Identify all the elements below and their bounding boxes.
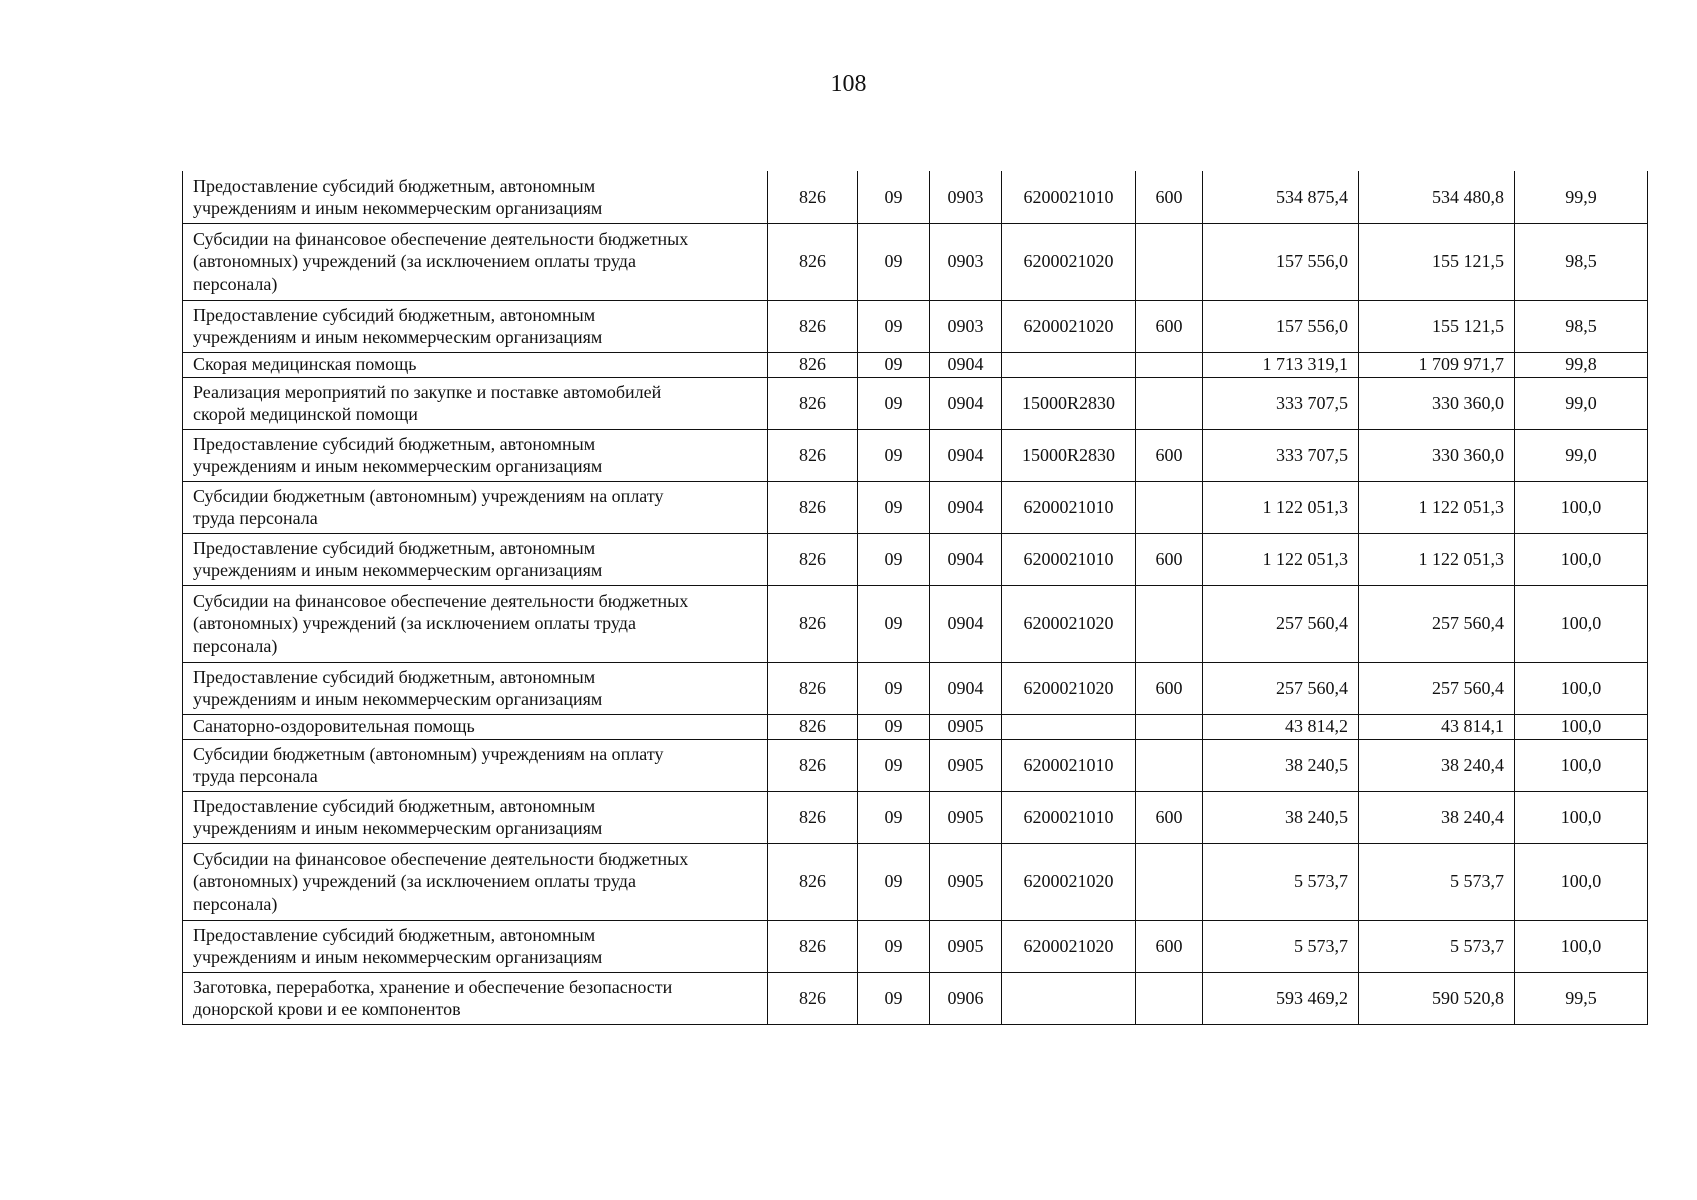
row-code-c: 0904 <box>930 377 1002 429</box>
row-percent: 99,9 <box>1515 171 1648 223</box>
row-amount-planned: 534 875,4 <box>1203 171 1359 223</box>
row-code-e: 600 <box>1136 171 1203 223</box>
row-percent: 100,0 <box>1515 739 1648 791</box>
row-code-d: 6200021020 <box>1002 585 1136 662</box>
row-amount-planned: 157 556,0 <box>1203 300 1359 352</box>
row-code-a: 826 <box>768 739 858 791</box>
row-code-d: 6200021010 <box>1002 481 1136 533</box>
row-description: Предоставление субсидий бюджетным, автономным учреждениям и иным некоммерческим организациям <box>183 791 768 843</box>
row-amount-actual: 534 480,8 <box>1359 171 1515 223</box>
table-row <box>183 920 1648 972</box>
row-code-c: 0906 <box>930 972 1002 1024</box>
row-code-d: 6200021020 <box>1002 843 1136 920</box>
row-code-c: 0905 <box>930 843 1002 920</box>
row-amount-planned: 593 469,2 <box>1203 972 1359 1024</box>
row-code-e <box>1136 843 1203 920</box>
row-code-e <box>1136 739 1203 791</box>
row-amount-actual: 155 121,5 <box>1359 223 1515 300</box>
row-code-a: 826 <box>768 920 858 972</box>
row-code-c: 0905 <box>930 791 1002 843</box>
row-amount-planned: 1 713 319,1 <box>1203 352 1359 377</box>
row-description: Предоставление субсидий бюджетным, автономным учреждениям и иным некоммерческим организациям <box>183 533 768 585</box>
row-code-b: 09 <box>858 739 930 791</box>
row-amount-actual: 1 122 051,3 <box>1359 481 1515 533</box>
row-description: Субсидии на финансовое обеспечение деятельности бюджетных (автономных) учреждений (за исключением оплаты труда персонала) <box>183 223 768 300</box>
row-amount-actual: 257 560,4 <box>1359 662 1515 714</box>
row-description: Предоставление субсидий бюджетным, автономным учреждениям и иным некоммерческим организациям <box>183 920 768 972</box>
row-code-d: 6200021010 <box>1002 533 1136 585</box>
page-number: 108 <box>830 71 867 97</box>
row-code-a: 826 <box>768 377 858 429</box>
row-code-c: 0904 <box>930 429 1002 481</box>
row-code-c: 0904 <box>930 481 1002 533</box>
row-code-c: 0905 <box>930 920 1002 972</box>
row-description: Предоставление субсидий бюджетным, автономным учреждениям и иным некоммерческим организациям <box>183 662 768 714</box>
row-amount-planned: 257 560,4 <box>1203 662 1359 714</box>
row-code-b: 09 <box>858 714 930 739</box>
row-code-b: 09 <box>858 843 930 920</box>
row-code-d <box>1002 714 1136 739</box>
table-row <box>183 739 1648 791</box>
row-code-c: 0903 <box>930 171 1002 223</box>
table-row <box>183 481 1648 533</box>
row-description: Санаторно-оздоровительная помощь <box>183 714 768 739</box>
row-description: Реализация мероприятий по закупке и поставке автомобилей скорой медицинской помощи <box>183 377 768 429</box>
row-code-e <box>1136 714 1203 739</box>
row-percent: 100,0 <box>1515 843 1648 920</box>
row-code-d: 6200021020 <box>1002 223 1136 300</box>
row-amount-actual: 38 240,4 <box>1359 739 1515 791</box>
row-code-a: 826 <box>768 171 858 223</box>
row-code-a: 826 <box>768 972 858 1024</box>
row-code-d: 6200021010 <box>1002 791 1136 843</box>
row-code-e: 600 <box>1136 791 1203 843</box>
row-code-c: 0905 <box>930 739 1002 791</box>
row-percent: 100,0 <box>1515 714 1648 739</box>
row-code-d <box>1002 972 1136 1024</box>
row-description: Предоставление субсидий бюджетным, автономным учреждениям и иным некоммерческим организациям <box>183 429 768 481</box>
row-amount-actual: 5 573,7 <box>1359 920 1515 972</box>
row-amount-actual: 155 121,5 <box>1359 300 1515 352</box>
row-amount-planned: 333 707,5 <box>1203 377 1359 429</box>
row-amount-planned: 157 556,0 <box>1203 223 1359 300</box>
row-code-d <box>1002 352 1136 377</box>
row-code-d: 6200021020 <box>1002 300 1136 352</box>
row-description: Скорая медицинская помощь <box>183 352 768 377</box>
row-description: Предоставление субсидий бюджетным, автономным учреждениям и иным некоммерческим организациям <box>183 171 768 223</box>
row-code-e: 600 <box>1136 533 1203 585</box>
table-row <box>183 585 1648 662</box>
budget-table <box>182 171 1647 1025</box>
row-code-e <box>1136 481 1203 533</box>
table-row <box>183 171 1648 223</box>
row-code-d: 6200021010 <box>1002 739 1136 791</box>
row-code-e <box>1136 585 1203 662</box>
row-code-a: 826 <box>768 223 858 300</box>
row-code-e <box>1136 972 1203 1024</box>
row-code-c: 0904 <box>930 533 1002 585</box>
row-amount-planned: 5 573,7 <box>1203 843 1359 920</box>
row-percent: 100,0 <box>1515 662 1648 714</box>
row-percent: 99,8 <box>1515 352 1648 377</box>
row-code-a: 826 <box>768 429 858 481</box>
row-amount-actual: 38 240,4 <box>1359 791 1515 843</box>
row-percent: 100,0 <box>1515 481 1648 533</box>
row-description: Субсидии на финансовое обеспечение деятельности бюджетных (автономных) учреждений (за исключением оплаты труда персонала) <box>183 843 768 920</box>
budget-table-grid <box>182 171 1648 1025</box>
table-row <box>183 377 1648 429</box>
row-code-a: 826 <box>768 662 858 714</box>
row-code-b: 09 <box>858 300 930 352</box>
row-code-b: 09 <box>858 791 930 843</box>
row-code-b: 09 <box>858 377 930 429</box>
table-row <box>183 972 1648 1024</box>
row-amount-planned: 333 707,5 <box>1203 429 1359 481</box>
row-code-d: 6200021020 <box>1002 662 1136 714</box>
row-amount-actual: 43 814,1 <box>1359 714 1515 739</box>
row-amount-actual: 5 573,7 <box>1359 843 1515 920</box>
row-code-b: 09 <box>858 481 930 533</box>
row-percent: 99,0 <box>1515 377 1648 429</box>
row-amount-planned: 1 122 051,3 <box>1203 533 1359 585</box>
row-description: Субсидии на финансовое обеспечение деятельности бюджетных (автономных) учреждений (за исключением оплаты труда персонала) <box>183 585 768 662</box>
row-code-b: 09 <box>858 662 930 714</box>
row-code-b: 09 <box>858 533 930 585</box>
table-row <box>183 662 1648 714</box>
row-code-e: 600 <box>1136 920 1203 972</box>
table-row <box>183 429 1648 481</box>
row-code-d: 6200021010 <box>1002 171 1136 223</box>
row-amount-planned: 38 240,5 <box>1203 739 1359 791</box>
row-code-e: 600 <box>1136 429 1203 481</box>
row-percent: 100,0 <box>1515 791 1648 843</box>
row-code-b: 09 <box>858 223 930 300</box>
row-amount-planned: 257 560,4 <box>1203 585 1359 662</box>
row-description: Заготовка, переработка, хранение и обеспечение безопасности донорской крови и ее компонентов <box>183 972 768 1024</box>
row-amount-planned: 1 122 051,3 <box>1203 481 1359 533</box>
row-percent: 98,5 <box>1515 300 1648 352</box>
row-description: Субсидии бюджетным (автономным) учреждениям на оплату труда персонала <box>183 481 768 533</box>
row-percent: 99,5 <box>1515 972 1648 1024</box>
row-code-a: 826 <box>768 585 858 662</box>
table-row <box>183 533 1648 585</box>
row-code-a: 826 <box>768 843 858 920</box>
row-amount-actual: 330 360,0 <box>1359 429 1515 481</box>
row-code-d: 15000R2830 <box>1002 429 1136 481</box>
row-code-a: 826 <box>768 533 858 585</box>
row-code-e <box>1136 223 1203 300</box>
row-percent: 100,0 <box>1515 533 1648 585</box>
row-code-b: 09 <box>858 429 930 481</box>
row-code-a: 826 <box>768 714 858 739</box>
row-percent: 100,0 <box>1515 920 1648 972</box>
row-code-d: 15000R2830 <box>1002 377 1136 429</box>
row-code-e <box>1136 377 1203 429</box>
row-amount-actual: 1 709 971,7 <box>1359 352 1515 377</box>
table-row <box>183 352 1648 377</box>
row-code-c: 0903 <box>930 300 1002 352</box>
row-amount-actual: 257 560,4 <box>1359 585 1515 662</box>
row-code-c: 0904 <box>930 352 1002 377</box>
row-code-b: 09 <box>858 972 930 1024</box>
row-code-a: 826 <box>768 352 858 377</box>
row-amount-planned: 5 573,7 <box>1203 920 1359 972</box>
row-code-a: 826 <box>768 481 858 533</box>
table-row <box>183 791 1648 843</box>
row-amount-actual: 1 122 051,3 <box>1359 533 1515 585</box>
row-amount-planned: 38 240,5 <box>1203 791 1359 843</box>
row-code-b: 09 <box>858 171 930 223</box>
row-code-b: 09 <box>858 352 930 377</box>
row-code-a: 826 <box>768 791 858 843</box>
table-row <box>183 843 1648 920</box>
row-amount-actual: 590 520,8 <box>1359 972 1515 1024</box>
row-code-b: 09 <box>858 585 930 662</box>
row-code-a: 826 <box>768 300 858 352</box>
row-code-b: 09 <box>858 920 930 972</box>
table-row <box>183 223 1648 300</box>
row-description: Субсидии бюджетным (автономным) учреждениям на оплату труда персонала <box>183 739 768 791</box>
row-code-e: 600 <box>1136 662 1203 714</box>
row-amount-planned: 43 814,2 <box>1203 714 1359 739</box>
row-percent: 99,0 <box>1515 429 1648 481</box>
row-code-c: 0904 <box>930 662 1002 714</box>
row-code-c: 0905 <box>930 714 1002 739</box>
row-code-e <box>1136 352 1203 377</box>
row-code-c: 0904 <box>930 585 1002 662</box>
row-description: Предоставление субсидий бюджетным, автономным учреждениям и иным некоммерческим организациям <box>183 300 768 352</box>
table-row <box>183 300 1648 352</box>
row-amount-actual: 330 360,0 <box>1359 377 1515 429</box>
row-code-c: 0903 <box>930 223 1002 300</box>
table-row <box>183 714 1648 739</box>
row-code-d: 6200021020 <box>1002 920 1136 972</box>
row-code-e: 600 <box>1136 300 1203 352</box>
row-percent: 100,0 <box>1515 585 1648 662</box>
row-percent: 98,5 <box>1515 223 1648 300</box>
